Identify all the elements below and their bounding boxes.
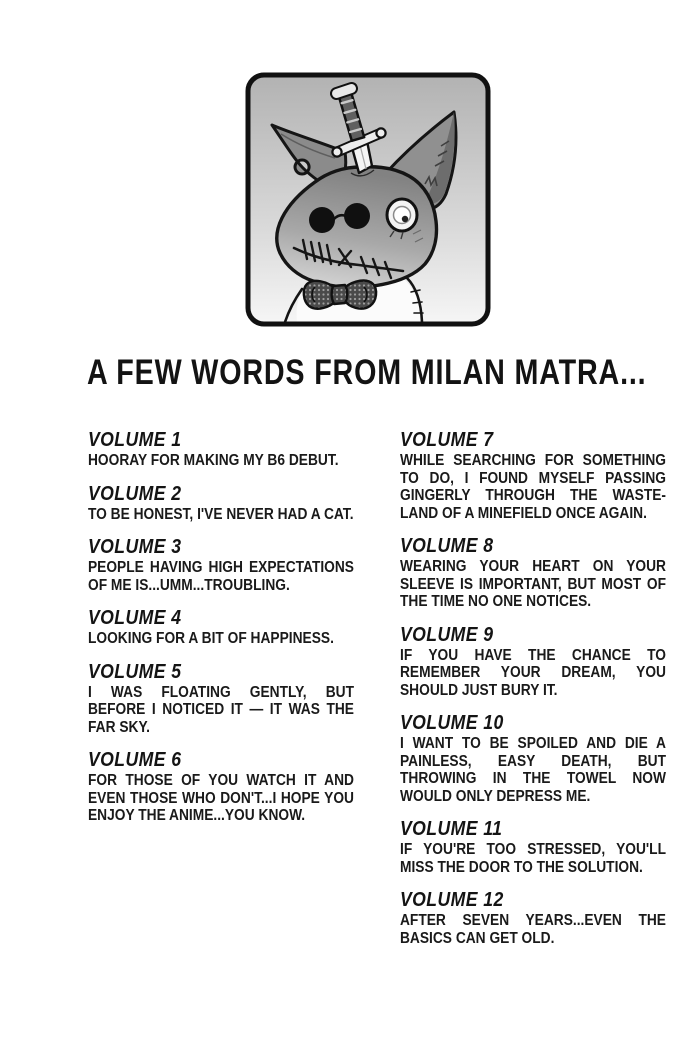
volume-section [400,891,666,947]
volume-heading: VOLUME 11 [400,818,503,840]
volume-text: IF YOU HAVE THE CHANCE TO REMEMBER YOUR DREAM, YOU SHOULD JUST BURY IT. [400,646,666,699]
volume-text: AFTER SEVEN YEARS...EVEN THE BASICS CAN GET OLD. [400,912,666,947]
volume-section [400,714,666,805]
bow-tie-icon [304,281,376,309]
volume-heading: VOLUME 12 [400,889,504,911]
page-title: A FEW WORDS FROM MILAN MATRA... [87,353,647,392]
volume-heading: VOLUME 7 [400,429,494,451]
volume-section [400,431,666,522]
right-column [400,431,666,962]
volume-heading: VOLUME 5 [88,660,182,683]
volume-heading: VOLUME 3 [88,536,182,558]
volume-text: FOR THOSE OF YOU WATCH IT AND EVEN THOSE WHO DON'T...I HOPE YOU ENJOY THE ANIME...YOU KNOW. [88,772,354,824]
volume-section [400,623,666,700]
volume-text: WEARING YOUR HEART ON YOUR SLEEVE IS IMPORTANT, BUT MOST OF THE TIME NO ONE NOTICES. [400,558,666,610]
volume-text: I WAS FLOATING GENTLY, BUT BEFORE I NOTICED IT — IT WAS THE FAR SKY. [88,683,354,736]
volume-heading: VOLUME 9 [400,623,494,646]
volume-text: WHILE SEARCHING FOR SOMETHING TO DO, I FOUND MYSELF PASSING GINGERLY THROUGH THE WASTE-LAND OF A MINEFIELD ONCE AGAIN. [400,452,666,522]
left-column [88,431,354,962]
volume-section [88,751,354,825]
volume-heading: VOLUME 10 [400,712,504,734]
volume-section [88,431,354,470]
volume-text: TO BE HONEST, I'VE NEVER HAD A CAT. [88,505,354,523]
volume-section [88,482,354,524]
volume-heading: VOLUME 6 [88,749,182,771]
plush-cat-illustration [245,72,491,327]
volume-section [400,537,666,611]
volume-text: PEOPLE HAVING HIGH EXPECTATIONS OF ME IS...UMM...TROUBLING. [88,559,354,594]
volume-section [88,609,354,648]
volume-text: LOOKING FOR A BIT OF HAPPINESS. [88,630,334,647]
volume-heading: VOLUME 4 [88,607,182,629]
volume-heading: VOLUME 1 [88,429,182,451]
volume-text: IF YOU'RE TOO STRESSED, YOU'LL MISS THE DOOR TO THE SOLUTION. [400,841,666,876]
volume-section [88,660,354,737]
volume-section [400,820,666,876]
volume-heading: VOLUME 8 [400,535,494,557]
volume-text: I WANT TO BE SPOILED AND DIE A PAINLESS, EASY DEATH, BUT THROWING IN THE TOWEL NOW WOULD ONLY DEPRESS ME. [400,735,666,805]
volume-comments [88,431,666,962]
volume-heading: VOLUME 2 [88,482,182,505]
volume-section [88,538,354,594]
volume-text: HOORAY FOR MAKING MY B6 DEBUT. [88,452,339,469]
